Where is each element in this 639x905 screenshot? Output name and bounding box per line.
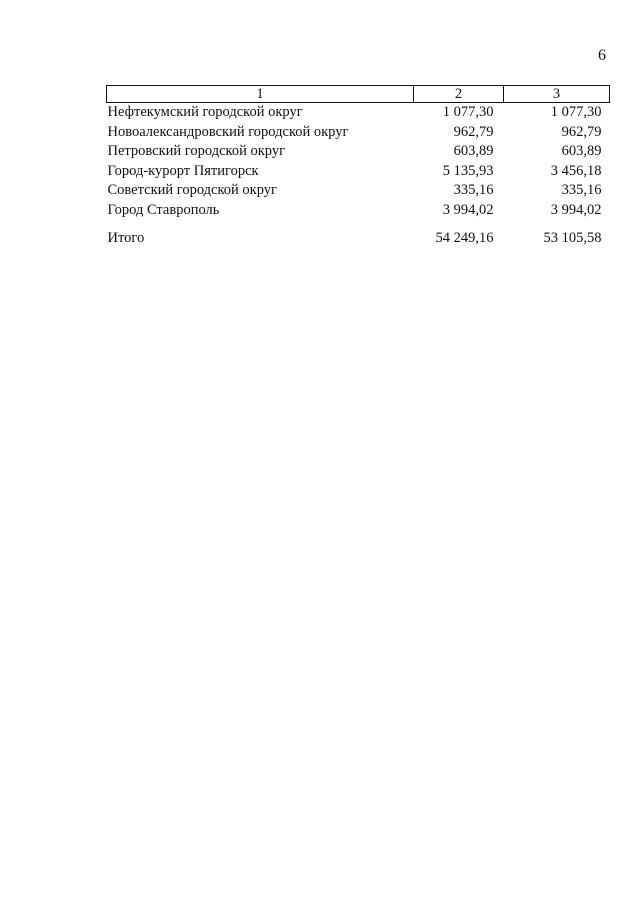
row-name: Город-курорт Пятигорск bbox=[107, 162, 259, 179]
table-row bbox=[107, 162, 610, 182]
table-header-row bbox=[107, 86, 610, 103]
row-value-col2: 1 077,30 bbox=[442, 104, 494, 120]
row-value-col2: 603,89 bbox=[453, 143, 494, 159]
row-value-col2: 3 994,02 bbox=[442, 201, 494, 218]
column-header-2: 2 bbox=[414, 86, 504, 103]
row-value-col3: 603,89 bbox=[561, 143, 602, 159]
table-row bbox=[107, 201, 610, 221]
row-name: Нефтекумский городской округ bbox=[107, 104, 303, 120]
page-number: 6 bbox=[598, 47, 606, 64]
spacer-row bbox=[107, 220, 610, 229]
table-row bbox=[107, 123, 610, 143]
column-header-3: 3 bbox=[504, 86, 610, 103]
total-value-col2: 54 249,16 bbox=[435, 230, 494, 246]
row-value-col3: 962,79 bbox=[561, 123, 602, 140]
total-value-col3: 53 105,58 bbox=[543, 230, 602, 246]
row-value-col3: 335,16 bbox=[561, 182, 602, 198]
row-value-col2: 335,16 bbox=[453, 182, 494, 198]
table-row bbox=[107, 142, 610, 162]
row-name: Город Ставрополь bbox=[107, 201, 220, 218]
row-value-col2: 962,79 bbox=[453, 123, 494, 140]
row-name: Петровский городской округ bbox=[107, 143, 286, 159]
column-header-1: 1 bbox=[107, 86, 414, 103]
table-row bbox=[107, 181, 610, 201]
table-row bbox=[107, 103, 610, 123]
row-value-col3: 3 456,18 bbox=[550, 162, 602, 179]
total-label: Итого bbox=[107, 230, 145, 246]
budget-table bbox=[106, 85, 610, 249]
row-value-col2: 5 135,93 bbox=[442, 162, 494, 179]
row-name: Новоалександровский городской округ bbox=[107, 123, 349, 140]
row-name: Советский городской округ bbox=[107, 182, 277, 198]
row-value-col3: 1 077,30 bbox=[550, 104, 602, 120]
row-value-col3: 3 994,02 bbox=[550, 201, 602, 218]
total-row bbox=[107, 229, 610, 249]
